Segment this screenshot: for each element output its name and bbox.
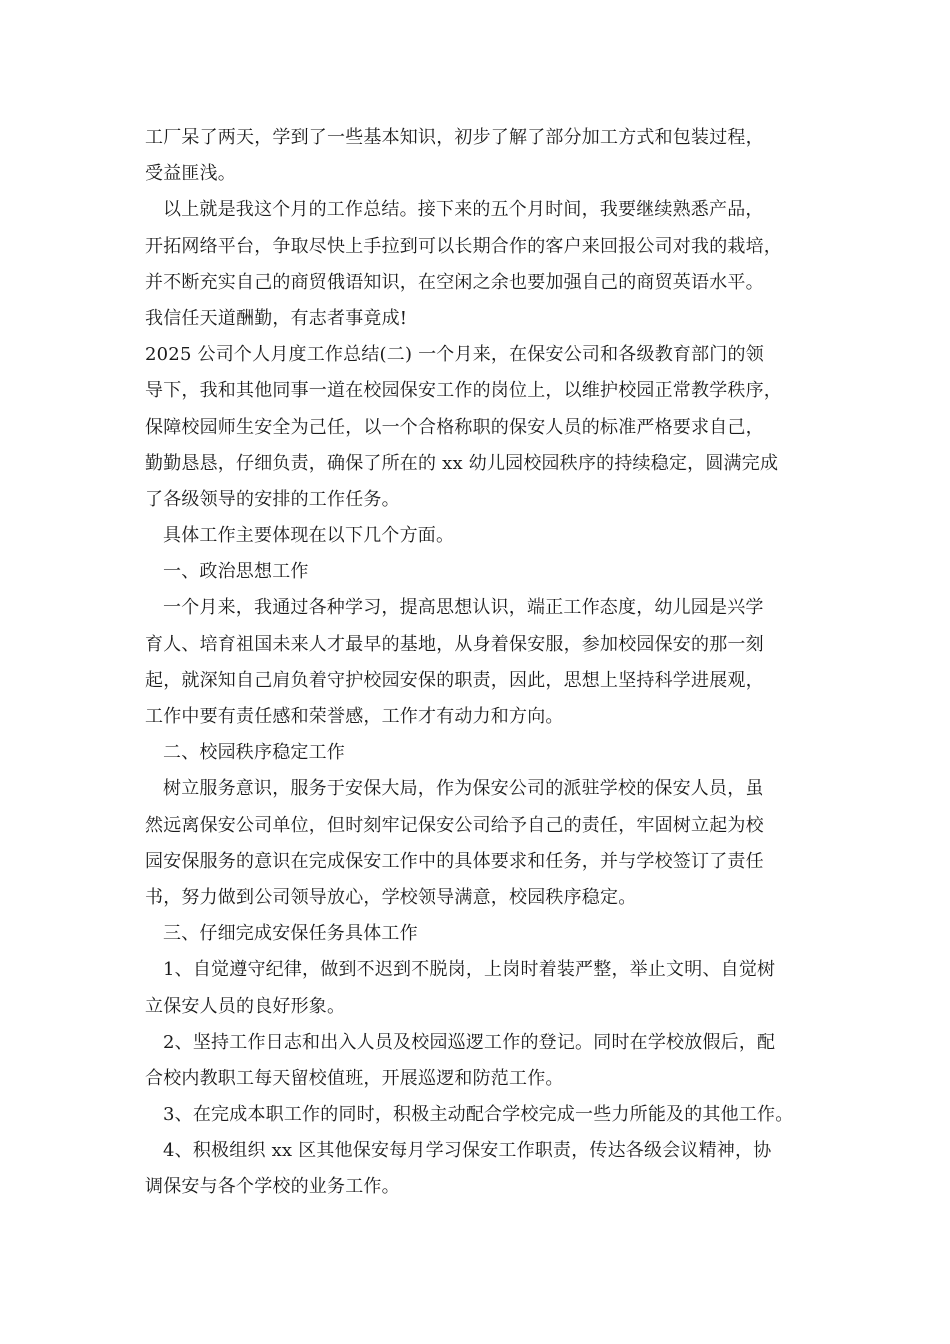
- text-line: 一个月来，我通过各种学习，提高思想认识，端正工作态度，幼儿园是兴学: [163, 597, 764, 619]
- text-line: 树立服务意识，服务于安保大局，作为保安公司的派驻学校的保安人员，虽: [163, 778, 764, 800]
- list-item: 4、积极组织 xx 区其他保安每月学习保安工作职责，传达各级会议精神，协: [163, 1140, 772, 1162]
- list-item: 2、坚持工作日志和出入人员及校园巡逻工作的登记。同时在学校放假后，配: [163, 1031, 776, 1053]
- text-line: 书，努力做到公司领导放心，学校领导满意，校园秩序稳定。: [145, 886, 637, 908]
- text-line: 合校内教职工每天留校值班，开展巡逻和防范工作。: [145, 1067, 564, 1089]
- text-line: 调保安与各个学校的业务工作。: [145, 1176, 400, 1198]
- text-line: 导下，我和其他同事一道在校园保安工作的岗位上，以维护校园正常教学秩序，: [145, 380, 782, 402]
- section-heading: 2025 公司个人月度工作总结(二) 一个月来，在保安公司和各级教育部门的领: [145, 344, 764, 366]
- text-line: 保障校园师生安全为己任，以一个合格称职的保安人员的标准严格要求自己，: [145, 416, 764, 438]
- text-line: 立保安人员的良好形象。: [145, 995, 346, 1017]
- subheading: 一、政治思想工作: [163, 561, 309, 583]
- text-line: 并不断充实自己的商贸俄语知识，在空闲之余也要加强自己的商贸英语水平。: [145, 271, 764, 293]
- text-line: 勤勤恳恳，仔细负责，确保了所在的 xx 幼儿园校园秩序的持续稳定，圆满完成: [145, 452, 779, 474]
- text-line: 我信任天道酬勤，有志者事竟成!: [145, 307, 408, 329]
- text-line: 开拓网络平台，争取尽快上手拉到可以长期合作的客户来回报公司对我的栽培，: [145, 235, 782, 257]
- text-line: 受益匪浅。: [145, 163, 236, 185]
- list-item: 1、自觉遵守纪律，做到不迟到不脱岗，上岗时着装严整，举止文明、自觉树: [163, 959, 776, 981]
- document-body: [145, 120, 825, 1206]
- text-line: 然远离保安公司单位，但时刻牢记保安公司给予自己的责任，牢固树立起为校: [145, 814, 764, 836]
- text-line: 以上就是我这个月的工作总结。接下来的五个月时间，我要继续熟悉产品，: [163, 199, 764, 221]
- text-line: 育人、培育祖国未来人才最早的基地，从身着保安服，参加校园保安的那一刻: [145, 633, 764, 655]
- subheading: 二、校园秩序稳定工作: [163, 742, 345, 764]
- text-line: 具体工作主要体现在以下几个方面。: [163, 525, 455, 547]
- text-line: 工厂呆了两天，学到了一些基本知识，初步了解了部分加工方式和包装过程，: [145, 127, 764, 148]
- text-line: 园安保服务的意识在完成保安工作中的具体要求和任务，并与学校签订了责任: [145, 850, 764, 872]
- list-item: 3、在完成本职工作的同时，积极主动配合学校完成一些力所能及的其他工作。: [163, 1104, 794, 1126]
- text-line: 工作中要有责任感和荣誉感，工作才有动力和方向。: [145, 706, 564, 727]
- text-line: 了各级领导的安排的工作任务。: [145, 488, 400, 510]
- text-line: 起，就深知自己肩负着守护校园安保的职责，因此，思想上坚持科学进展观，: [145, 669, 764, 691]
- subheading: 三、仔细完成安保任务具体工作: [163, 923, 418, 945]
